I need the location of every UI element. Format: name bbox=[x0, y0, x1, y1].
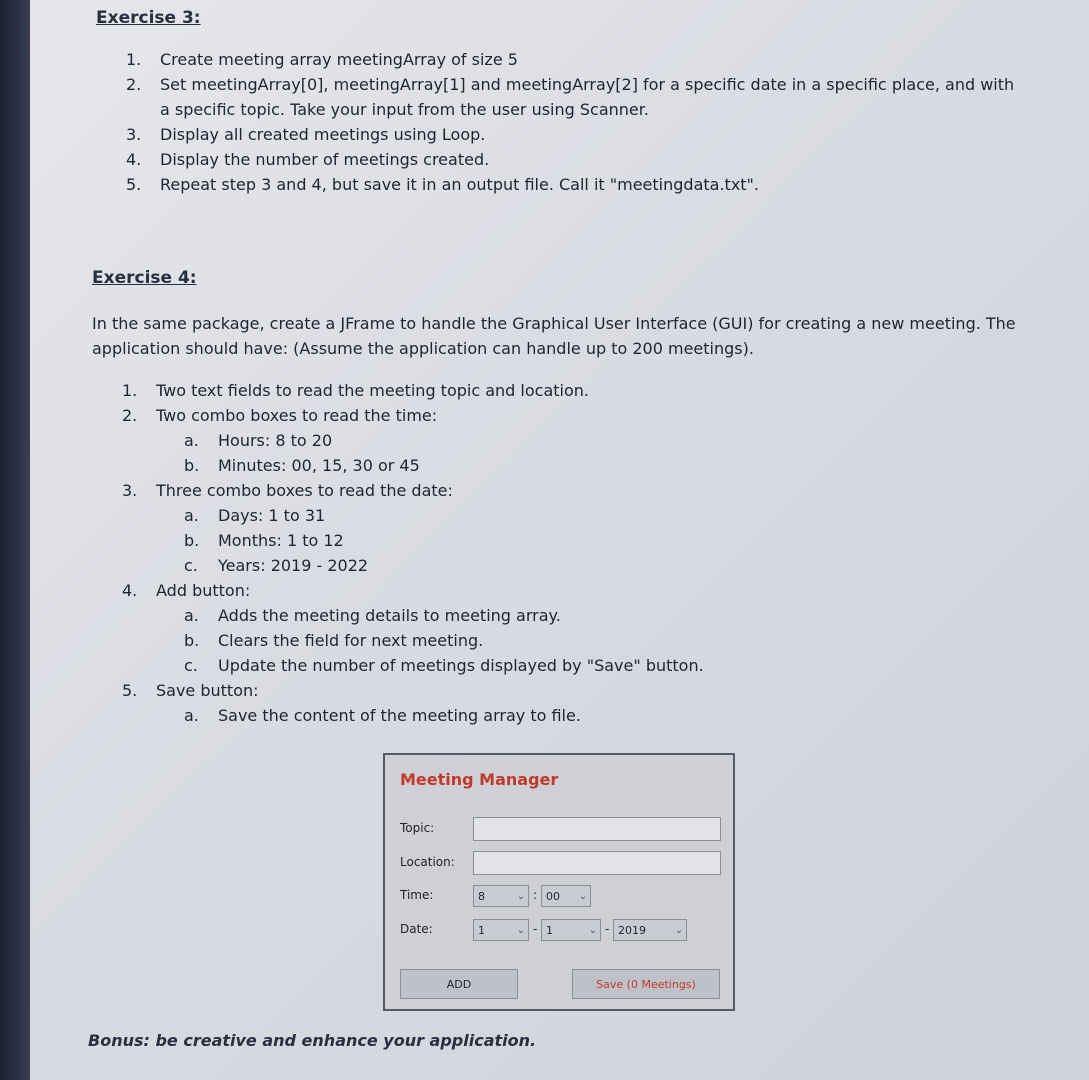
list-item: 4. Display the number of meetings created. bbox=[126, 150, 490, 169]
bonus-text: Bonus: be creative and enhance your application. bbox=[88, 1031, 537, 1050]
hour-combo[interactable] bbox=[473, 885, 529, 907]
save-button[interactable]: Save (0 Meetings) bbox=[572, 969, 720, 999]
year-combo[interactable] bbox=[613, 919, 687, 941]
list-item: 1. Two text fields to read the meeting topic and location. bbox=[122, 381, 589, 400]
day-combo[interactable] bbox=[473, 919, 529, 941]
list-item: 3. Three combo boxes to read the date: bbox=[122, 481, 453, 500]
meeting-manager-window bbox=[383, 753, 735, 1011]
exercise4-intro: In the same package, create a JFrame to handle the Graphical User Interface (GUI) for creating a new meeting. The application should have: (Assume the application can handle up to 200 meetings). bbox=[92, 314, 1016, 358]
add-button[interactable]: ADD bbox=[400, 969, 518, 999]
chevron-down-icon: ⌄ bbox=[588, 924, 598, 936]
list-item: c. Years: 2019 - 2022 bbox=[184, 556, 369, 575]
list-item: 2. Two combo boxes to read the time: bbox=[122, 406, 438, 425]
location-input[interactable] bbox=[473, 851, 721, 875]
day-value: 1 bbox=[478, 923, 485, 937]
list-item: 5. Save button: bbox=[122, 681, 259, 700]
hour-value: 8 bbox=[478, 889, 485, 903]
minute-combo[interactable] bbox=[541, 885, 591, 907]
chevron-down-icon: ⌄ bbox=[578, 890, 588, 902]
minute-value: 00 bbox=[546, 889, 560, 903]
chevron-down-icon: ⌄ bbox=[674, 924, 684, 936]
list-item: 4. Add button: bbox=[122, 581, 251, 600]
list-item: c. Update the number of meetings displayed by "Save" button. bbox=[184, 656, 704, 675]
list-item: b. Minutes: 00, 15, 30 or 45 bbox=[184, 456, 420, 475]
location-label: Location: bbox=[400, 855, 455, 869]
topic-label: Topic: bbox=[400, 821, 435, 835]
date-label: Date: bbox=[400, 922, 433, 936]
list-item: b. Clears the field for next meeting. bbox=[184, 631, 484, 650]
exercise4-heading: Exercise 4: bbox=[92, 268, 197, 288]
exercise3-list bbox=[126, 47, 1026, 197]
exercise3-heading: Exercise 3: bbox=[96, 8, 201, 28]
year-value: 2019 bbox=[618, 923, 646, 937]
month-value: 1 bbox=[546, 923, 553, 937]
list-item: 5. Repeat step 3 and 4, but save it in an output file. Call it "meetingdata.txt". bbox=[126, 175, 759, 194]
list-item: b. Months: 1 to 12 bbox=[184, 531, 344, 550]
time-separator: : bbox=[533, 888, 538, 902]
date-separator: - bbox=[533, 922, 538, 936]
chevron-down-icon: ⌄ bbox=[516, 924, 526, 936]
window-title: Meeting Manager bbox=[400, 770, 559, 789]
monitor-bezel bbox=[0, 0, 30, 1080]
date-separator: - bbox=[605, 922, 610, 936]
list-item: 1. Create meeting array meetingArray of size 5 bbox=[126, 50, 518, 69]
list-item: a. Days: 1 to 31 bbox=[184, 506, 326, 525]
document-page bbox=[30, 0, 1089, 1080]
time-label: Time: bbox=[400, 888, 434, 902]
topic-input[interactable] bbox=[473, 817, 721, 841]
list-item: 3. Display all created meetings using Loop. bbox=[126, 125, 486, 144]
list-item: a. Save the content of the meeting array to file. bbox=[184, 706, 581, 725]
chevron-down-icon: ⌄ bbox=[516, 890, 526, 902]
exercise4-list bbox=[122, 378, 1022, 728]
list-item: 2. Set meetingArray[0], meetingArray[1] and meetingArray[2] for a specific date in a specific place, and with a specific topic. Take your input from the user using Scanner. bbox=[126, 75, 1015, 119]
list-item: a. Hours: 8 to 20 bbox=[184, 431, 333, 450]
list-item: a. Adds the meeting details to meeting array. bbox=[184, 606, 561, 625]
month-combo[interactable] bbox=[541, 919, 601, 941]
